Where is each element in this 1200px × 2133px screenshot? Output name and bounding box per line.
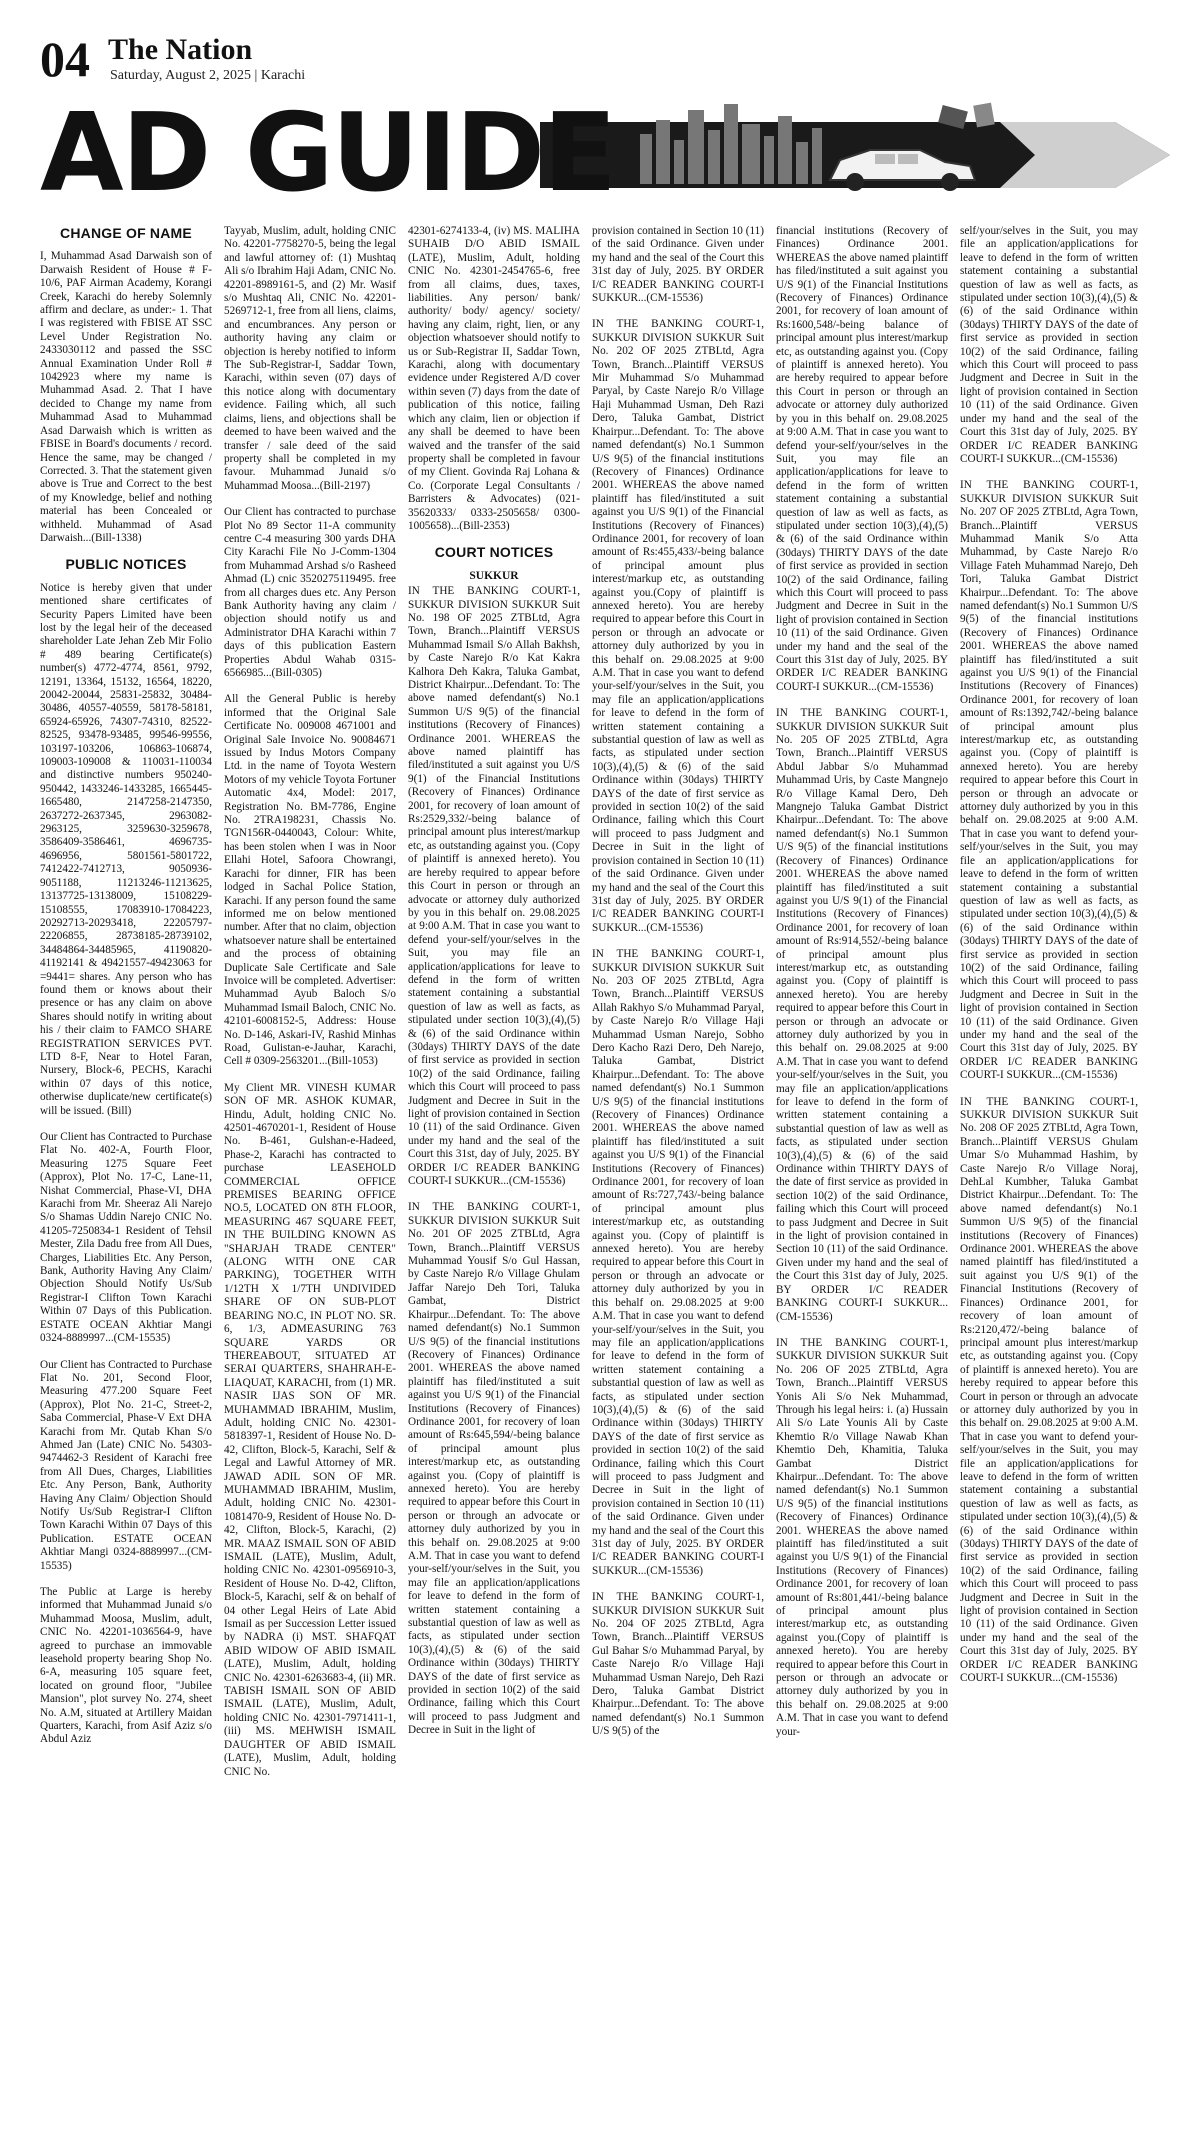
newspaper-brand: The Nation — [108, 33, 253, 66]
section-heading: PUBLIC NOTICES — [65, 556, 187, 573]
column-1 — [40, 225, 212, 2120]
notice-paragraph: 42301-6274133-4, (iv) MS. MALIHA SUHAIB D/O ABID ISMAIL (LATE), Muslim, Adult, holding CNIC No. 42301-2454765-6, free from all claims, dues, taxes, liabilities. Any person/ bank/ authority/ body/ agency/ society/ having any claim, right, lien, or any objection whatsoever should notify to us or Sub-Registrar II, Saddar Town, Karachi, along with documentary evidence under Registered A/D cover within seven (7) days from the date of publication of this notice, failing which any claim, lien or objection if any shall be deemed to have been waived and the transfer of the said property shall be completed in favour of my Client. Govinda Raj Lohana & Co. (Corporate Legal Consultants / Barristers & Advocates) (021-35620333/ 0333-2505658/ 0300-1005658)...(Bill-2353) — [408, 225, 580, 532]
notice-paragraph: IN THE BANKING COURT-1, SUKKUR DIVISION SUKKUR Suit No. 207 OF 2025 ZTBLtd, Agra Town, Branch...Plaintiff VERSUS Muhammad Manik S/o Atta Muhammad, by Caste Narejo R/o Village Fateh Muhammad Narejo, Deh Tori, Taluka Gambat District Khairpur...Defendant. To: The above named defendant(s) No.1 Summon U/S 9(5) of the financial institutions (Recovery of Finances) Ordinance 2001. WHEREAS the above named plaintiff has filed/instituted a suit against you U/S 9(1) of the Financial Institutions (Recovery of Finances) Ordinance 2001, for recovery of loan amount of Rs:1392,742/-being balance of principal amount plus interest/markup etc, as outstanding against you. (Copy of plaintiff is annexed hereto). You are hereby required to appear before this Court in person or through an advocate or attorney duly authorized by you in this behalf on. 29.08.2025 at 9:00 A.M. That in case you want to defend your-self/your/selves in the Suit, you may file an application/applications for leave to defend in the form of written statement containing a substantial question of law as well as facts, as stipulated under section 10(3),(4),(5) & (6) of the said Ordinance within (30days) THIRTY DAYS of the date of first service as provided in section 10(2) of the said Ordinance, failing which this Court will proceed to pass Judgment and Decree in Suit in the light of provision contained in Section 10 (11) of the said Ordinance. Given under my hand and the seal of the Court this 31st day of July, 2025. BY ORDER I/C READER BANKING COURT-I SUKKUR...(CM-15536) — [960, 479, 1138, 1082]
notice-paragraph: Notice is hereby given that under mentioned share certificates of Security Papers Limited have been lost by the legal heir of the deceased shareholder Late Jehan Zeb Mir Folio # 489 bearing Certificate(s) number(s) 4772-4774, 8561, 9792, 12191, 13364, 15132, 16564, 18220, 20042-20044, 25831-25832, 30484-30486, 40557-40559, 58178-58181, 65924-65926, 74307-74310, 82522-82525, 93478-93485, 99546-99556, 103197-103206, 106863-106874, 109003-109008 & 110031-110034 and distinctive numbers 950240-950442, 1433246-1433285, 1665445-1665480, 2147258-2147350, 2637272-2637345, 2963082-2963125, 3259630-3259678, 3586409-3586461, 4696735-4696956, 5801561-5801722, 7412422-7412713, 9050936-9051188, 11213246-11213625, 13137725-13138009, 15108229-15108555, 17083910-17084223, 20292713-20293418, 22205797-22206855, 28738185-28739102, 34484864-34485965, 41190820-41192141 & 49421557-49423063 for =9441= shares. Any person who has found them or knows about their presence or has any claim on above Shares should notify in writing about his / their claim to FAMCO SHARE REGISTRATION SERVICES PVT. LTD 8-F, Near to Hotel Faran, Nursery, Block-6, PECHS, Karachi within 07 days of this notice, otherwise duplicate/new certificate(s) will be issued. (Bill) — [40, 581, 212, 1117]
column-5 — [776, 225, 948, 2120]
notice-paragraph: IN THE BANKING COURT-1, SUKKUR DIVISION SUKKUR Suit No. 201 OF 2025 ZTBLtd, Agra Town, Branch...Plaintiff VERSUS Muhammad Yousif S/o Gul Hassan, by Caste Narejo R/o Village Ghulam Jaffar Narejo Deh Tori, Taluka Gambat, District Khairpur...Defendant. To: The above named defendant(s) No.1 Summon U/S 9(5) of the financial institutions (Recovery of Finances) Ordinance 2001. WHEREAS the above named plaintiff has filed/instituted a suit against you U/S 9(1) of the Financial Institutions (Recovery of Finances) Ordinance 2001, for recovery of loan amount of Rs:645,594/-being balance of principal amount plus interest/markup etc, as outstanding against you. (Copy of plaintiff is annexed hereto). You are hereby required to appear before this Court in person or through an advocate or attorney duly authorized by you in this behalf on. 29.08.2025 at 9:00 A.M. That in case you want to defend your-self/your/selves in the Suit, you may file an application/applications for leave to defend in the form of written statement containing a substantial question of law as well as facts, as stipulated under section 10(3),(4),(5) & (6) of the said Ordinance within (30days) THIRTY DAYS of the date of first service as provided in section 10(2) of the said Ordinance, failing which this Court will proceed to pass Judgment and Decree in Suit in the light of — [408, 1201, 580, 1737]
page-number: 04 — [40, 31, 90, 87]
notice-paragraph: IN THE BANKING COURT-1, SUKKUR DIVISION SUKKUR Suit No. 205 OF 2025 ZTBLtd, Agra Town, Branch...Plaintiff VERSUS Abdul Jabbar S/o Muhammad Muhammad Uris, by Caste Mangnejo R/o Village Kamal Dero, Deh Mangnejo Taluka Gambat District Khairpur...Defendant. To: The above named defendant(s) No.1 Summon U/S 9(5) of the financial institutions (Recovery of Finances) Ordinance 2001. WHEREAS the above named plaintiff has filed/instituted a suit against you U/S 9(1) of the Financial Institutions (Recovery of Finances) Ordinance 2001, for recovery of loan amount of Rs:914,552/-being balance of principal amount plus interest/markup etc, as outstanding against you. (Copy of plaintiff is annexed hereto). You are hereby required to appear before this Court in person or through an advocate or attorney duly authorized by you in this behalf on. 29.08.2025 at 9:00 A.M. That in case you want to defend your-self/your/selves in the Suit, you may file an application/applications for leave to defend in the form of written statement containing a substantial question of law as well as facts, as stipulated under section 10(3),(4),(5) & (6) of the said Ordinance within THIRTY DAYS of the date of first service as provided in section 10(2) of the said Ordinance, failing which this Court will proceed to pass Judgment and Decree in Suit in the light of provision contained in Section 10 (11) of the said Ordinance. Given under my hand and the seal of the Court this 31st day of July, 2025. BY ORDER I/C READER BANKING COURT-I SUKKUR...(CM-15536) — [776, 707, 948, 1323]
masthead — [40, 30, 1170, 90]
notice-paragraph: Tayyab, Muslim, adult, holding CNIC No. 42201-7758270-5, being the legal and lawful attorney of: (1) Mushtaq Ali s/o Ibrahim Haji Adam, CNIC No. 42201-8989161-5, and (2) Mr. Wasif s/o Mushtaq Ali, CNIC No. 42201-5269712-1, free from all liens, claims, and encumbrances. Any person or authority having any claim or objection is hereby notified to inform The Sub-Registrar-I, Saddar Town, Karachi, within seven (07) days of this notice along with documentary evidence. Failing which, all such claims, liens, and objections shall be deemed to have been waived and the transfer / sale deed of the said property shall be completed in my favour. Muhammad Junaid s/o Muhammad Moosa...(Bill-2197) — [224, 225, 396, 492]
column-2 — [224, 225, 396, 2120]
notice-paragraph: I, Muhammad Asad Darwaish son of Darwaish Resident of House # F-10/6, PAF Airman Academy, Korangi Creek, Karachi do hereby Solemnly affirm and declare, as under:- 1. That I was registered with FBISE AT SSC Level Under Registration No. 2433030112 and passed the SSC Annual Examination Under Roll # 1042923 where my name is Muhammad Asad. 2. That I have decided to Change my name from Muhammad Asad to Muhammad Asad Darwaish which is written as FBISE in Board's documents / record. Hence the same, may be changed / Corrected. 3. That the statement given above is True and Correct to the best of my Knowledge, belief and nothing material has been Concealed or withheld. Muhammad of Asad Darwaish...(Bill-1338) — [40, 250, 212, 544]
notice-paragraph: Our Client has contracted to purchase Plot No 89 Sector 11-A community centre C-4 measuring 300 yards DHA City Karachi File No J-Comm-1304 from Muhammad Arshad s/o Rasheed Ahmad (L) cnic 3520275119495. free from all charges dues etc. Any Person Bank Authority having any claim / objection should notify us and Administrator DHA Karachi within 7 days of this publication Eastern Properties Abdul Wahab 0315-6566985...(Bill-0305) — [224, 506, 396, 679]
notice-paragraph: self/your/selves in the Suit, you may file an application/applications for leave to defend in the form of written statement containing a substantial question of law as well as facts, as stipulated under section 10(3),(4),(5) & (6) of the said Ordinance within (30days) THIRTY DAYS of the date of first service as provided in section 10(2) of the said Ordinance, failing which this Court will proceed to pass Judgment and Decree in Suit in the light of provision contained in Section 10 (11) of the said Ordinance. Given under my hand and the seal of the Court this 31st day of July, 2025. BY ORDER I/C READER BANKING COURT-I SUKKUR...(CM-15536) — [960, 225, 1138, 465]
notice-paragraph: Our Client has Contracted to Purchase Flat No. 402-A, Fourth Floor, Measuring 1275 Square Feet (Approx), Plot No. 17-C, Lane-11, Nishat Commercial, Phase-VI, DHA Karachi from Mr. Sheeraz Ali Narejo S/o Shamas Uddin Narejo CNIC No. 41205-7250834-1 Resident of Tehsil Mester, Zila Dadu free from All Dues, Charges, Liabilities Etc. Any Person, Bank, Authority Having Any Claim/ Objection Should Notify Us/Sub Registrar-I Clifton Town Karachi Within 07 Days of this Publication. ESTATE OCEAN Akhtiar Mangi 0324-8889997...(CM-15535) — [40, 1131, 212, 1345]
sub-heading: SUKKUR — [469, 569, 519, 582]
ad-guide-banner — [40, 91, 1170, 216]
notice-paragraph: IN THE BANKING COURT-1, SUKKUR DIVISION SUKKUR Suit No. 198 OF 2025 ZTBLtd, Agra Town, Branch...Plaintiff VERSUS Muhammad Ismail S/o Allah Bakhsh, by Caste Narejo R/o Kat Kakra Kalhora Deh Kakra, Taluka Gambat, District Khairpur...Defendant. To: The above named defendant(s) No.1 Summon U/S 9(5) of the financial institutions (Recovery of Finances) Ordinance 2001. WHEREAS the above named plaintiff has filed/instituted a suit against you U/S 9(1) of the Financial Institutions (Recovery of Finances) Ordinance 2001, for recovery of loan amount of Rs:2529,332/-being balance of principal amount plus interest/markup etc, as outstanding against you. (Copy of plaintiff is annexed hereto). You are hereby required to appear before this Court in person or through an advocate or attorney duly authorized by you in this behalf on. 29.08.2025 at 9:00 A.M. That in case you want to defend your-self/your/selves in the Suit, you may file an application/applications for leave to defend in the form of written statement containing a substantial question of law as well as facts, as stipulated under section 10(3),(4),(5) & (6) of the said Ordinance within (30days) THIRTY DAYS of the date of first service as provided in section 10(2) of the said Ordinance, failing which this Court will proceed to pass Judgment and Decree in Suit in the light of provision contained in Section 10 (11) of the said Ordinance. Given under my hand and the seal of the Court this 31st, day of July, 2025. BY ORDER I/C READER BANKING COURT-I SUKKUR...(CM-15536) — [408, 585, 580, 1188]
notice-paragraph: My Client MR. VINESH KUMAR SON OF MR. ASHOK KUMAR, Hindu, Adult, holding CNIC No. 42501-4670201-1, Resident of House No. B-461, Gulshan-e-Hadeed, Phase-2, Karachi has contracted to purchase LEASEHOLD COMMERCIAL OFFICE PREMISES BEARING OFFICE NO.5, LOCATED ON 8TH FLOOR, MEASURING 467 SQUARE FEET, IN THE BUILDING KNOWN AS "SHARJAH TRADE CENTER" (ALONG WITH ONE CAR PARKING), TOGETHER WITH 1/12TH X 1/7TH UNDIVIDED SHARE OF ON SUB-PLOT BEARING NO.C, IN PLOT NO. SR. 6, 1/3, ADMEASURING 763 SQUARE YARDS OR THEREABOUT, SITUATED AT SERAI QUARTERS, SHAHRAH-E-LIAQUAT, KARACHI, from (1) MR. NASIR IJAS SON OF MR. MUHAMMAD IBRAHIM, Muslim, Adult, holding CNIC No. 42301-5818397-1, Resident of House No. D-42, Clifton, Block-5, Karachi, Self & Legal and Lawful Attorney of MR. JAWAD ADIL SON OF MR. MUHAMMAD IBRAHIM, Muslim, Adult, holding CNIC No. 42301-1081470-9, Resident of House No. D-42, Clifton, Block-5, Karachi, (2) MR. MAAZ ISMAIL SON OF ABID ISMAIL (LATE), Muslim, Adult, holding CNIC No. 42301-0956910-3, Resident of House No. D-42, Clifton, Block-5, Karachi, self & on behalf of 04 other Legal Heirs of Late Abid Ismail as per Succession Letter issued by NADRA (i) MST. SHAFQAT ABID WIDOW OF ABID ISMAIL (LATE), Muslim, Adult, holding CNIC No. 42301-6263683-4, (ii) MR. TABISH ISMAIL SON OF ABID ISMAIL (LATE), Muslim, Adult, holding CNIC No. 42301-7971411-1, (iii) MS. MEHWISH ISMAIL DAUGHTER OF ABID ISMAIL (LATE), Muslim, Adult, holding CNIC No. — [224, 1081, 396, 1778]
notice-paragraph: Our Client has Contracted to Purchase Flat No. 201, Second Floor, Measuring 477.200 Square Feet (Approx), Plot No. 21-C, Street-2, Saba Commercial, Phase-V Ext DHA Karachi from Mr. Qutab Khan S/o Ahmed Jan (Late) CNIC No. 54303-9474462-3 Resident of Karachi free from All Dues, Charges, Liabilities Etc. Any Person, Bank, Authority Having Any Claim/ Objection Should Notify Us/Sub Registrar-I Clifton Town Karachi Within 07 Days of this Publication. ESTATE OCEAN Akhtiar Mangi 0324-8889997...(CM-15535) — [40, 1358, 212, 1572]
notice-paragraph: IN THE BANKING COURT-1, SUKKUR DIVISION SUKKUR Suit No. 208 OF 2025 ZTBLtd, Agra Town, Branch...Plaintiff VERSUS Ghulam Umar S/o Muhammad Hashim, by Caste Narejo R/o Village Noraj, DehLal Kumbher, Taluka Gambat District Khairpur...Defendant. To: The above named defendant(s) No.1 Summon U/S 9(5) of the financial institutions (Recovery of Finances) Ordinance 2001. WHEREAS the above named plaintiff has filed/instituted a suit against you U/S 9(1) of the Financial Institutions (Recovery of Finances) Ordinance 2001, for recovery of loan amount of Rs:2120,472/-being balance of principal amount plus interest/markup etc, as outstanding against you. (Copy of plaintiff is annexed hereto). You are hereby required to appear before this Court in person or through an advocate or attorney duly authorized by you in this behalf on. 29.08.2025 at 9:00 A.M. That in case you want to defend your-self/your/selves in the Suit, you may file an application/applications for leave to defend in the form of written statement containing a substantial question of law as well as facts, as stipulated under section 10(3),(4),(5) & (6) of the said Ordinance within (30days) THIRTY DAYS of the date of first service as provided in section 10(2) of the said Ordinance, failing which this Court will proceed to pass Judgment and Decree in Suit in the light of provision contained in Section 10 (11) of the said Ordinance. Given under my hand and the seal of the Court this 31st day of July, 2025. BY ORDER I/C READER BANKING COURT-I SUKKUR...(CM-15536) — [960, 1095, 1138, 1685]
banner-title: AD GUIDE — [40, 91, 615, 216]
notice-paragraph: The Public at Large is hereby informed that Muhammad Junaid s/o Muhammad Moosa, Muslim, adult, CNIC No. 42201-1036564-9, have agreed to purchase an immovable leasehold property bearing Shop No. 6-A, measuring 105 square feet, located on ground floor, "Jubilee Mansion", plot survey No. 274, sheet No. A.M, situated at Artillery Maidan Quarters, Karachi, from Asif Aziz s/o Abdul Aziz — [40, 1586, 212, 1746]
dateline: Saturday, August 2, 2025 | Karachi — [110, 68, 306, 83]
notice-paragraph: provision contained in Section 10 (11) of the said Ordinance. Given under my hand and the seal of the Court this 31st day of July, 2025. BY ORDER I/C READER BANKING COURT-I SUKKUR...(CM-15536) — [592, 225, 764, 305]
notice-paragraph: IN THE BANKING COURT-1, SUKKUR DIVISION SUKKUR Suit No. 204 OF 2025 ZTBLtd, Agra Town, Branch...Plaintiff VERSUS Gul Bahar S/o Muhammad Paryal, by Caste Narejo R/o Village Haji Muhammad Usman Narejo, Deh Razi Dero, Taluka Gambat District Khairpur...Defendant. To: The above named defendant(s) No.1 Summon U/S 9(5) of the — [592, 1591, 764, 1738]
section-heading: CHANGE OF NAME — [60, 225, 192, 241]
column-4 — [592, 225, 764, 2120]
column-3 — [408, 225, 580, 2120]
column-6 — [960, 225, 1138, 2120]
notice-paragraph: All the General Public is hereby informed that the Original Sale Certificate No. 009008 4671001 and Original Sale Invoice No. 90084671 issued by Indus Motors Company Ltd. in the name of Toyota Western Motors of my vehicle Toyota Fortuner Automatic 4x4, Model: 2017, Registration No. BM-7786, Engine No. 2TRA198231, Chassis No. TGN156R-0440043, Colour: White, has been stolen when I was in Noor Ellahi Hotel, Safoora Chowrangi, Karachi for dinner, FIR has been lodged in Sachal Police Station, Karachi. If any person found the same informed me on below mentioned number. After that no claim, objection whatsoever nature shall be entertained and the process of obtaining Duplicate Sale Certificate and Sale Invoice will be completed. Advertiser: Muhammad Ayub Baloch S/o Muhammad Ismail Baloch, CNIC No. 42101-6008152-5, Address: House No. D-146, Askari-IV, Rashid Minhas Road, Gulistan-e-Jauhar, Karachi, Cell # 0309-2563201...(Bill-1053) — [224, 693, 396, 1068]
notice-paragraph: IN THE BANKING COURT-1, SUKKUR DIVISION SUKKUR Suit No. 203 OF 2025 ZTBLtd, Agra Town, Branch...Plaintiff VERSUS Allah Rakhyo S/o Muhammad Paryal, by Caste Narejo R/o Village Haji Muhammad Usman Narejo, Sobho Dero Kacho Razi Dero, Deh Narejo, Taluka Gambat, District Khairpur...Defendant. To: The above named defendant(s) No.1 Summon U/S 9(5) of the financial institutions (Recovery of Finances) Ordinance 2001. WHEREAS the above named plaintiff has filed/instituted a suit against you U/S 9(1) of the Financial Institutions (Recovery of Finances) Ordinance 2001, for recovery of loan amount of Rs:727,743/-being balance of principal amount plus interest/markup etc, as outstanding against you. (Copy of plaintiff is annexed hereto). You are hereby required to appear before this Court in person or through an advocate or attorney duly authorized by you in this behalf on. 29.08.2025 at 9:00 A.M. That in case you want to defend your-self/your/selves in the Suit, you may file an application/applications for leave to defend in the form of written statement containing a substantial question of law as well as facts, as stipulated under section 10(3),(4),(5) & (6) of the said Ordinance within (30days) THIRTY DAYS of the date of first service as provided in section 10(2) of the said Ordinance, failing which this Court will proceed to pass Judgment and Decree in Suit in the light of provision contained in Section 10 (11) of the said Ordinance. Given under my hand and the seal of the Court this 31st day of July, 2025. BY ORDER I/C READER BANKING COURT-I SUKKUR...(CM-15536) — [592, 948, 764, 1577]
notice-paragraph: financial institutions (Recovery of Finances) Ordinance 2001. WHEREAS the above named plaintiff has filed/instituted a suit against you U/S 9(1) of the Financial Institutions (Recovery of Finances) Ordinance 2001, for recovery of loan amount of Rs:1600,548/-being balance of principal amount plus interest/markup etc, as outstanding against you. (Copy of plaintiff is annexed hereto). You are hereby required to appear before this Court in person or through an advocate or attorney duly authorized by you in this behalf on. 29.08.2025 at 9:00 A.M. That in case you want to defend your-self/your/selves in the Suit, you may file an application/applications for leave to defend in the form of written statement containing a substantial question of law as well as facts, as stipulated under section 10(3),(4),(5) & (6) of the said Ordinance within (30days) THIRTY DAYS of the date of first service as provided in section 10(2) of the said Ordinance, failing which this Court will proceed to pass Judgment and Decree in Suit in the light of provision contained in Section 10 (11) of the said Ordinance. Given under my hand and the seal of the Court this 31st day of July, 2025. BY ORDER I/C READER BANKING COURT-I SUKKUR...(CM-15536) — [776, 225, 948, 693]
section-heading: COURT NOTICES — [434, 544, 554, 561]
notice-paragraph: IN THE BANKING COURT-1, SUKKUR DIVISION SUKKUR Suit No. 202 OF 2025 ZTBLtd, Agra Town, Branch...Plaintiff VERSUS Mir Muhammad S/o Muhammad Paryal, by Caste Narejo R/o Village Haji Muhammad Usman, Deh Razi Dero, Taluka Gambat, District Khairpur...Defendant. To: The above named defendant(s) No.1 Summon U/S 9(5) of the financial institutions (Recovery of Finances) Ordinance 2001. WHEREAS the above named plaintiff has filed/instituted a suit against you U/S 9(1) of the Financial Institutions (Recovery of Finances) Ordinance 2001, for recovery of loan amount of Rs:455,433/-being balance of principal amount plus interest/markup etc, as outstanding against you.(Copy of plaintiff is annexed hereto). You are hereby required to appear before this Court in person or through an advocate or attorney duly authorized by you in this behalf on. 29.08.2025 at 9:00 A.M. That in case you want to defend your-self/your/selves in the Suit, you may file an application/applications for leave to defend in the form of written statement containing a substantial question of law as well as facts, as stipulated under section 10(3),(4),(5) & (6) of the said Ordinance within (30days) THIRTY DAYS of the date of first service as provided in section 10(2) of the said Ordinance, failing which this Court will proceed to pass Judgment and Decree in Suit in the light of provision contained in Section 10 (11) of the said Ordinance. Given under my hand and the seal of the Court this 31st day of July, 2025. BY ORDER I/C READER BANKING COURT-I SUKKUR...(CM-15536) — [592, 318, 764, 934]
notice-paragraph: IN THE BANKING COURT-1, SUKKUR DIVISION SUKKUR Suit No. 206 OF 2025 ZTBLtd, Agra Town, Branch...Plaintiff VERSUS Yonis Ali S/o Nek Muhammad, Through his legal heirs: i. (a) Hussain Ali S/o Late Younis Ali by Caste Khemtio R/o Village Nawab Khan Khemtio Deh, Khamitia, Taluka Gambat District Khairpur...Defendant. To: The above named defendant(s) No.1 Summon U/S 9(5) of the financial institutions (Recovery of Finances) Ordinance 2001. WHEREAS the above named plaintiff has filed/instituted a suit against you U/S 9(1) of the Financial Institutions (Recovery of Finances) Ordinance 2001, for recovery of loan amount of Rs:801,441/-being balance of principal amount plus interest/markup etc, as outstanding against you.(Copy of plaintiff is annexed hereto). You are hereby required to appear before this Court in person or through an advocate or attorney duly authorized by you in this behalf on. 29.08.2025 at 9:00 A.M. That in case you want to defend your- — [776, 1336, 948, 1738]
